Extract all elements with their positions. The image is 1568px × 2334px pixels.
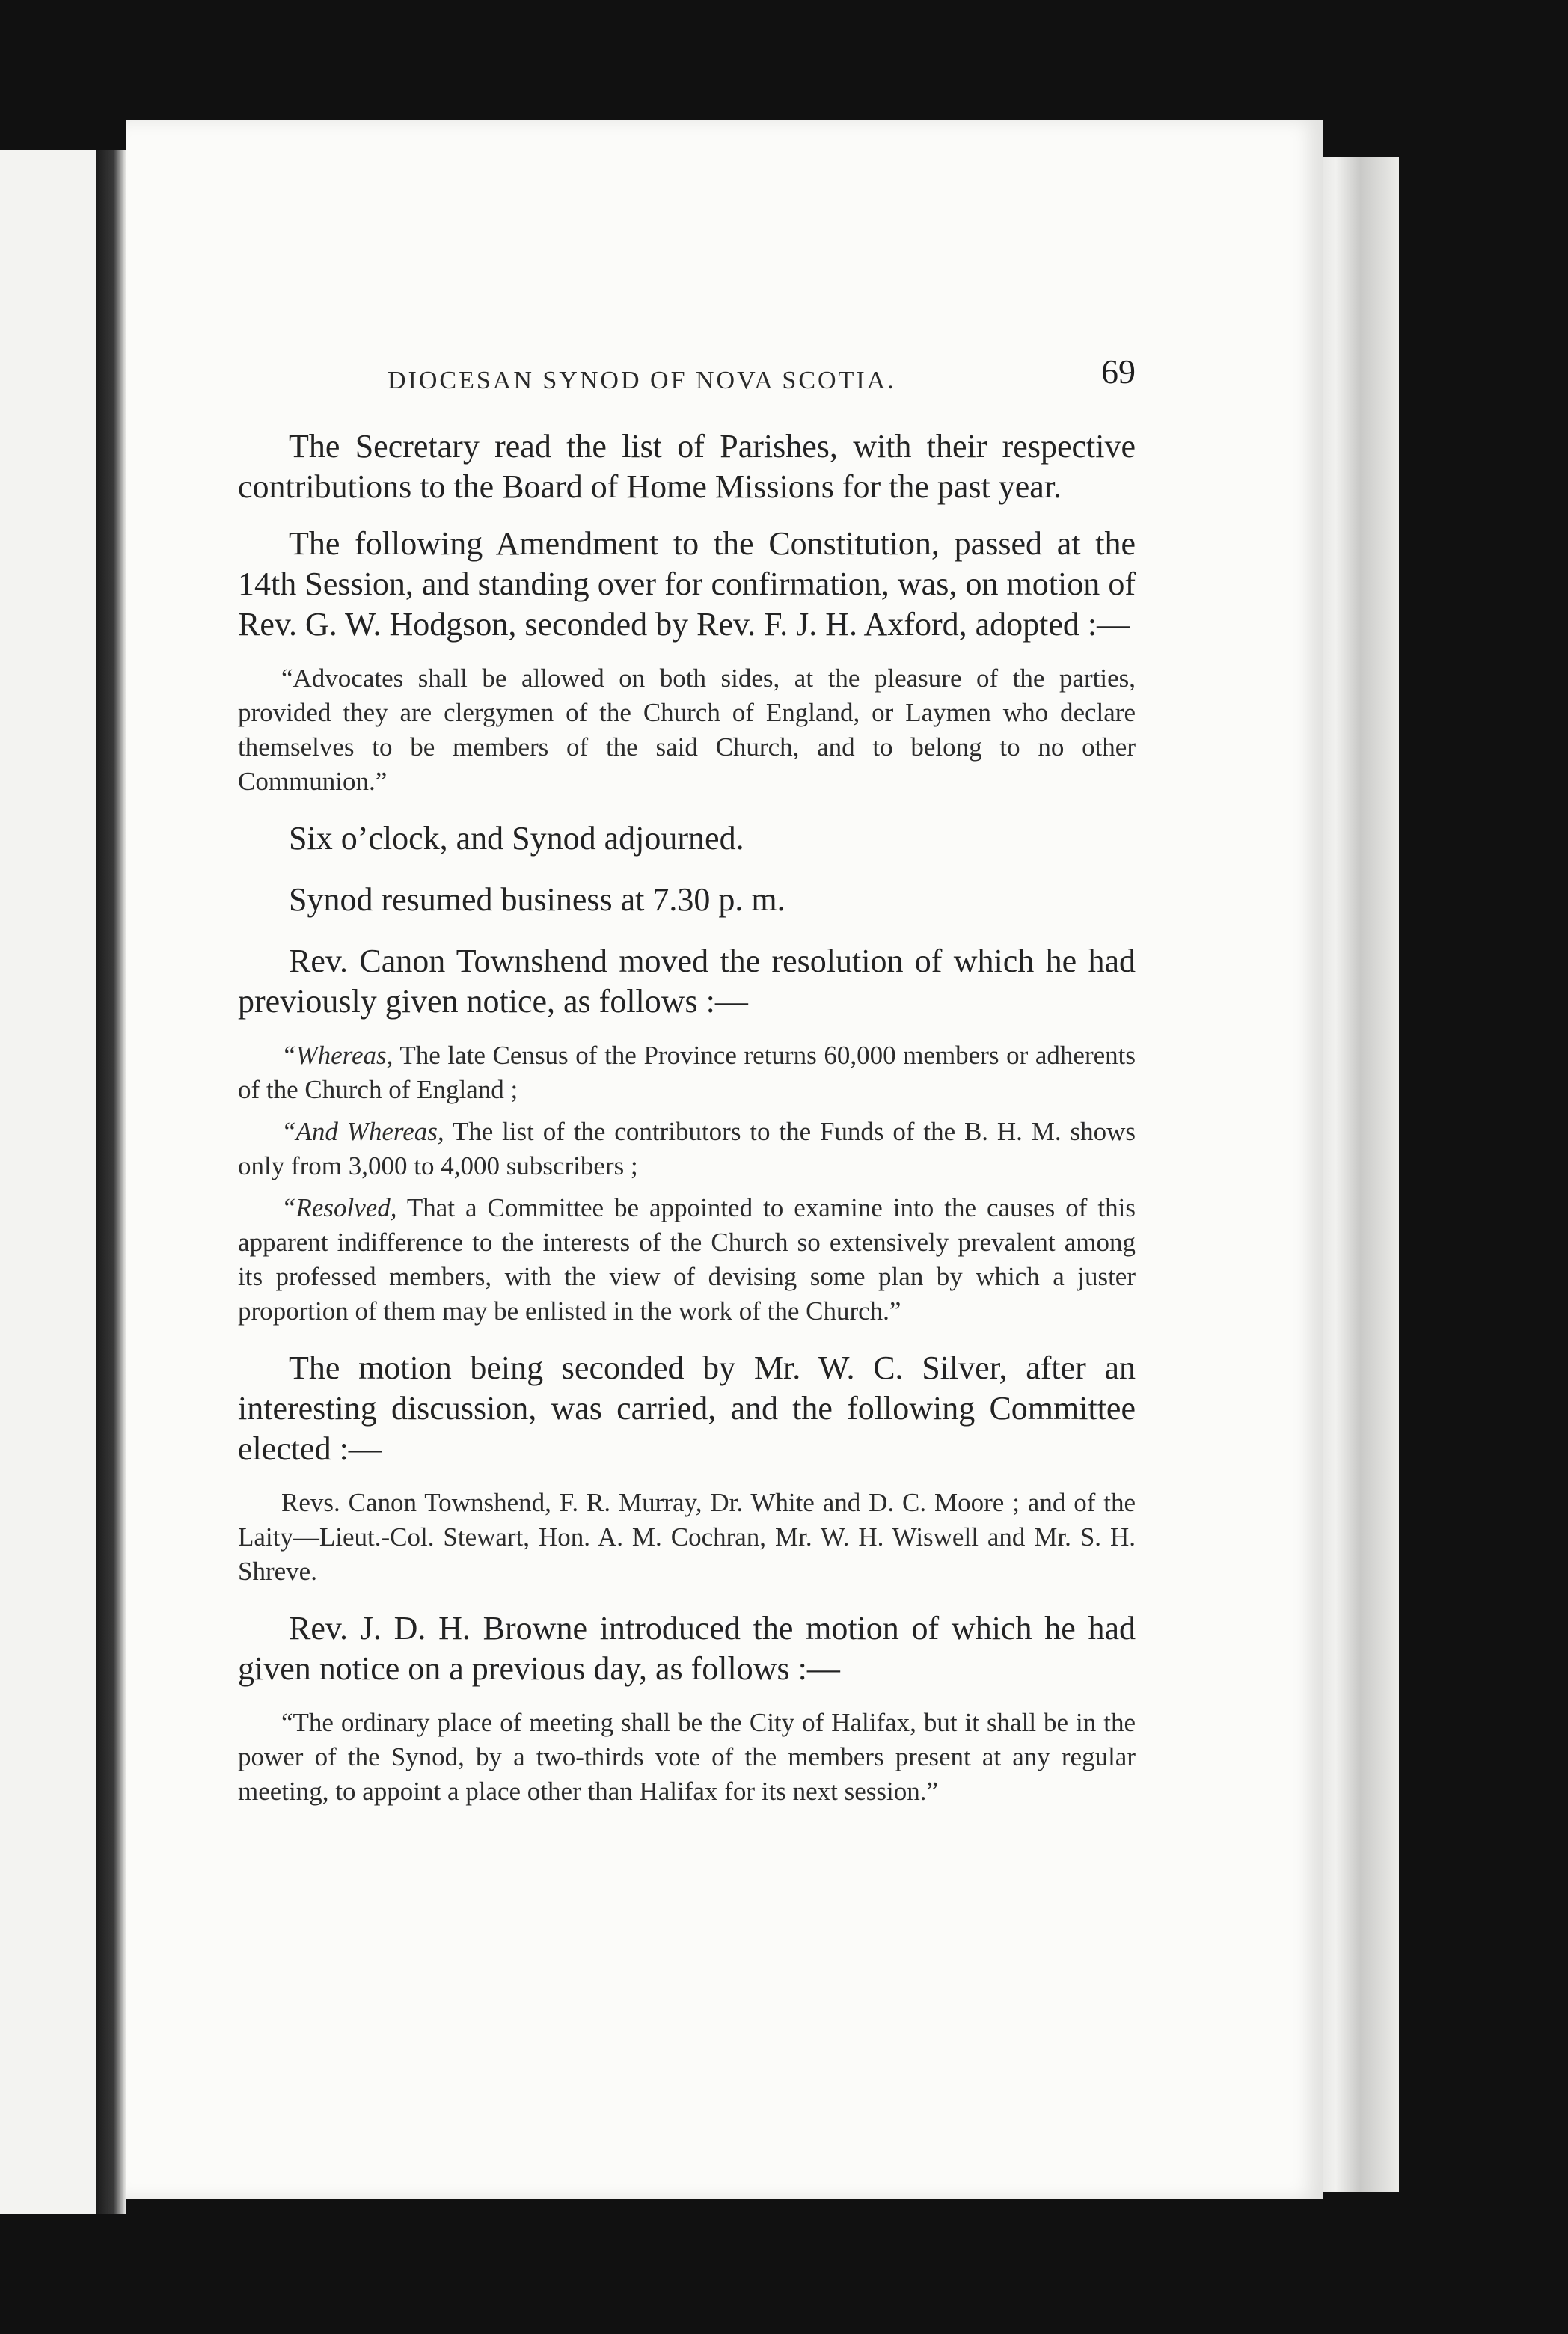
book-gutter bbox=[96, 150, 126, 2214]
resolution-and-whereas-lead: “And Whereas, bbox=[281, 1117, 444, 1146]
running-head: DIOCESAN SYNOD OF NOVA SCOTIA. bbox=[388, 367, 896, 394]
paragraph-townshend: Rev. Canon Townshend moved the resolution of which he had previously given notice, as follows :— bbox=[238, 943, 1136, 1020]
resolution-and-whereas-text: The list of the contributors to the Funds of the B. H. M. shows only from 3,000 to 4,000 subscribers ; bbox=[238, 1117, 1136, 1180]
resolution-resolved bbox=[238, 1191, 1136, 1329]
committee-members: Revs. Canon Townshend, F. R. Murray, Dr. White and D. C. Moore ; and of the Laity—Lieut.-Col. Stewart, Hon. A. M. Cochran, Mr. W. H. Wiswell and Mr. S. H. Shreve. bbox=[238, 1488, 1136, 1586]
paragraph-resumed: Synod resumed business at 7.30 p. m. bbox=[289, 881, 785, 918]
quote-advocates bbox=[238, 661, 1136, 799]
resolution-resolved-lead: “Resolved, bbox=[281, 1193, 397, 1222]
paragraph-browne: Rev. J. D. H. Browne introduced the motion of which he had given notice on a previous day, as follows :— bbox=[238, 1610, 1136, 1687]
paragraph-secretary: The Secretary read the list of Parishes, with their respective contributions to the Board of Home Missions for the past year. bbox=[238, 428, 1136, 505]
meeting-place-text: “The ordinary place of meeting shall be the City of Halifax, but it shall be in the power of the Synod, by a two-thirds vote of the members present at any regular meeting, to appoint a place other than Halifax for its next session.” bbox=[238, 1708, 1136, 1806]
paragraph-motion-seconded: The motion being seconded by Mr. W. C. Silver, after an interesting discussion, was carried, and the following Committee elected :— bbox=[238, 1350, 1136, 1467]
paragraph-adjourned: Six o’clock, and Synod adjourned. bbox=[289, 820, 744, 857]
page-number: 69 bbox=[1101, 352, 1136, 390]
resolution-whereas bbox=[238, 1038, 1136, 1107]
paragraph-amendment: The following Amendment to the Constitution, passed at the 14th Session, and standing over for confirmation, was, on motion of Rev. G. W. Hodgson, seconded by Rev. F. J. H. Axford, adopted :— bbox=[238, 525, 1136, 643]
resolution-whereas-lead: “Whereas, bbox=[281, 1041, 393, 1070]
resolution-block bbox=[238, 1038, 1136, 1329]
resolution-and-whereas bbox=[238, 1115, 1136, 1183]
resolution-resolved-text: That a Committee be appointed to examine into the causes of this apparent indifference to the interests of the Church so extensively prevalent among its professed members, with the view of devising some plan by which a juster proportion of them may be enlisted in the work of the Church.” bbox=[238, 1193, 1136, 1326]
committee-list bbox=[238, 1486, 1136, 1589]
page-header bbox=[238, 352, 1136, 404]
resolution-whereas-text: The late Census of the Province returns 60,000 members or adherents of the Church of England ; bbox=[238, 1041, 1136, 1104]
quote-meeting-place bbox=[238, 1706, 1136, 1809]
quote-text: “Advocates shall be allowed on both sides, at the pleasure of the parties, provided they are clergymen of the Church of England, or Laymen who declare themselves to be members of the said Church, and to belong to no other Communion.” bbox=[238, 664, 1136, 796]
page-content bbox=[238, 352, 1136, 1828]
